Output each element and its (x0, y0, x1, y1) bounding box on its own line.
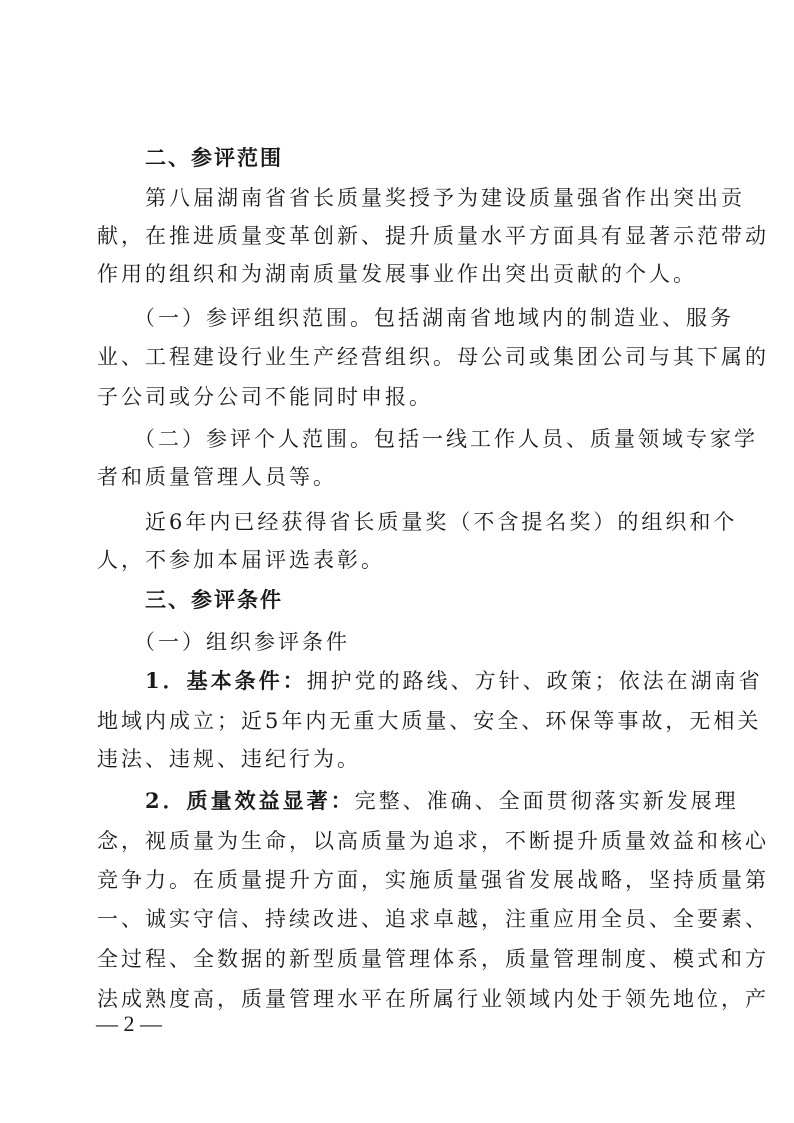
paragraph-line: 竞争力。在质量提升方面，实施质量强省发展战略，坚持质量第 (97, 868, 769, 892)
subheading-org-conditions: （一）组织参评条件 (134, 630, 350, 654)
paragraph-line: 全过程、全数据的新型质量管理体系，质量管理制度、模式和方 (97, 947, 769, 971)
paragraph-line: 作用的组织和为湖南质量发展事业作出突出贡献的个人。 (97, 262, 697, 286)
section-heading-conditions: 三、参评条件 (145, 588, 283, 612)
paragraph-line: 业、工程建设行业生产经营组织。母公司或集团公司与其下属的 (97, 345, 769, 369)
section-heading-scope: 二、参评范围 (145, 146, 283, 170)
paragraph-line: 人，不参加本届评选表彰。 (97, 548, 385, 572)
paragraph-line: 法成熟度高，质量管理水平在所属行业领域内处于领先地位，产 (97, 987, 769, 1011)
paragraph-line: （一）参评组织范围。包括湖南省地域内的制造业、服务 (134, 306, 734, 330)
paragraph-line: 第八届湖南省省长质量奖授予为建设质量强省作出突出贡 (145, 186, 745, 210)
item-text: 完整、准确、全面贯彻落实新发展理 (354, 789, 739, 813)
paragraph-line: 一、诚实守信、持续改进、追求卓越，注重应用全员、全要素、 (97, 907, 769, 931)
item-text: 拥护党的路线、方针、政策；依法在湖南省 (306, 669, 763, 693)
paragraph-line: 念，视质量为生命，以高质量为追求，不断提升质量效益和核心 (97, 829, 769, 853)
page-number: — 2 — (96, 1011, 162, 1036)
paragraph-line: 子公司或分公司不能同时申报。 (97, 385, 433, 409)
paragraph-line: 近6年内已经获得省长质量奖（不含提名奖）的组织和个 (145, 510, 738, 534)
paragraph-line: 违法、违规、违纪行为。 (97, 747, 361, 771)
paragraph-line: 者和质量管理人员等。 (97, 465, 337, 489)
item-quality-benefit (145, 787, 739, 815)
item-label: 2．质量效益显著： (145, 788, 355, 813)
paragraph-line: 地域内成立；近5年内无重大质量、安全、环保等事故，无相关 (97, 709, 762, 733)
paragraph-line: （二）参评个人范围。包括一线工作人员、质量领域专家学 (134, 427, 758, 451)
paragraph-line: 献，在推进质量变革创新、提升质量水平方面具有显著示范带动 (97, 224, 769, 248)
item-basic-conditions (145, 667, 763, 695)
item-label: 1．基本条件： (145, 668, 307, 693)
